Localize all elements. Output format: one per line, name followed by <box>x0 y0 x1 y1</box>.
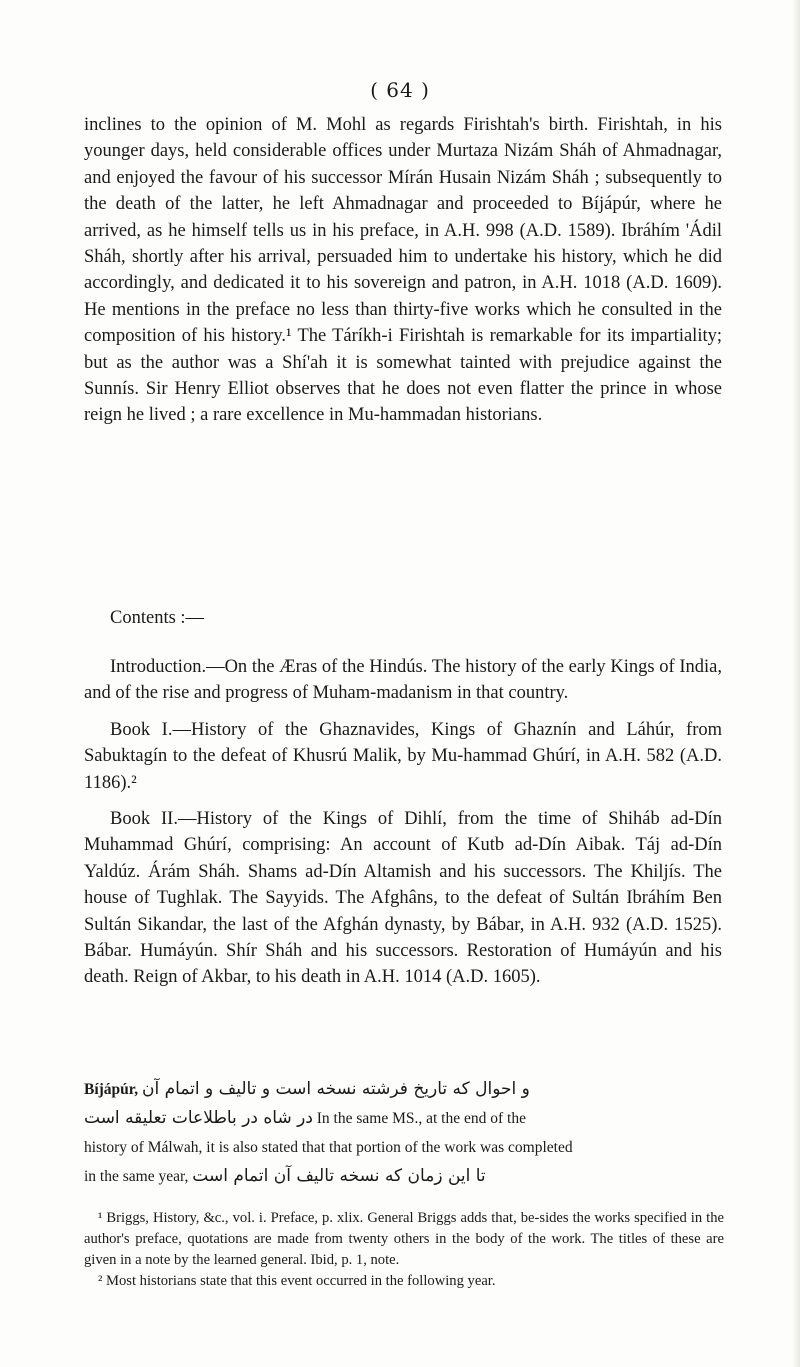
persian-english-2: In the same MS., at the end of the <box>316 1110 526 1127</box>
persian-quotation <box>84 1075 724 1191</box>
persian-english-3: history of Málwah, it is also stated that that portion of the work was completed <box>84 1139 573 1156</box>
persian-line-4 <box>84 1162 724 1191</box>
page-edge-shadow <box>792 0 800 1367</box>
contents-list <box>84 654 722 991</box>
contents-book-2: Book II.—History of the Kings of Dihlí, from the time of Shiháb ad-Dín Muhammad Ghúrí, comprising: An account of Kutb ad-Dín Aibak. Táj ad-Dín Yaldúz. Árám Sháh. Shams ad-Dín Altamish and his successors. The Khiljís. The house of Tughlak. The Sayyids. The Afghâns, to the defeat of Sultán Ibráhím Ben Sultán Sikandar, the last of the Afghán dynasty, by Bábar, in A.H. 932 (A.D. 1525). Bábar. Humáyún. Shír Sháh and his successors. Restoration of Humáyún and his death. Reign of Akbar, to his death in A.H. 1014 (A.D. 1605). <box>84 809 722 988</box>
intro-paragraph: inclines to the opinion of M. Mohl as regards Firishtah's birth. Firishtah, in his younger days, held considerable offices under Murtaza Nizám Sháh of Ahmadnagar, and enjoyed the favour of his successor Mírán Husain Nizám Sháh ; subsequently to the death of the latter, he left Ahmadnagar and proceeded to Bíjápúr, where he arrived, as he himself tells us in his preface, in A.H. 998 (A.D. 1589). Ibráhím 'Ádil Sháh, shortly after his arrival, persuaded him to undertake his history, which he did accordingly, and dedicated it to his sovereign and patron, in A.H. 1018 (A.D. 1609). He mentions in the preface no less than thirty-five works which he consulted in the composition of his history.¹ The Táríkh-i Firishtah is remarkable for its impartiality; but as the author was a Shí'ah it is somewhat tainted with prejudice against the Sunnís. Sir Henry Elliot observes that he does not even flatter the prince in whose reign he lived ; a rare excellence in Mu-hammadan historians. <box>84 115 722 426</box>
persian-arabic-2: در شاه در باطلاعات تعلیقه است <box>84 1108 313 1128</box>
persian-english-4: in the same year, <box>84 1168 189 1185</box>
contents-book-1: Book I.—History of the Ghaznavides, Kings of Ghaznín and Láhúr, from Sabuktagín to the defeat of Khusrú Malik, by Mu-hammad Ghúrí, in A.H. 582 (A.D. 1186).² <box>84 719 722 793</box>
footnote-2: ² Most historians state that this event occurred in the following year. <box>98 1273 496 1289</box>
footnotes <box>84 1208 724 1292</box>
persian-line-1 <box>84 1075 724 1104</box>
contents-label: Contents :— <box>110 608 205 628</box>
persian-line-2 <box>84 1104 724 1133</box>
page-number: ( 64 ) <box>370 78 430 102</box>
persian-arabic-1: و احوال که تاریخ فرشته نسخه است و تالیف و اتمام آن <box>142 1079 530 1099</box>
persian-lead: Bíjápúr, <box>84 1081 139 1098</box>
footnote-1: ¹ Briggs, History, &c., vol. i. Preface, p. xlix. General Briggs adds that, be-sides the works specified in the author's preface, quotations are made from twenty others in the body of the work. The titles of these are given in a note by the learned general. Ibid, p. 1, note. <box>84 1210 724 1268</box>
persian-arabic-4: تا این زمان که نسخه تالیف آن اتمام است <box>192 1166 486 1186</box>
contents-introduction: Introduction.—On the Æras of the Hindús. The history of the early Kings of India, and of the rise and progress of Muham-madanism in that country. <box>84 657 722 704</box>
